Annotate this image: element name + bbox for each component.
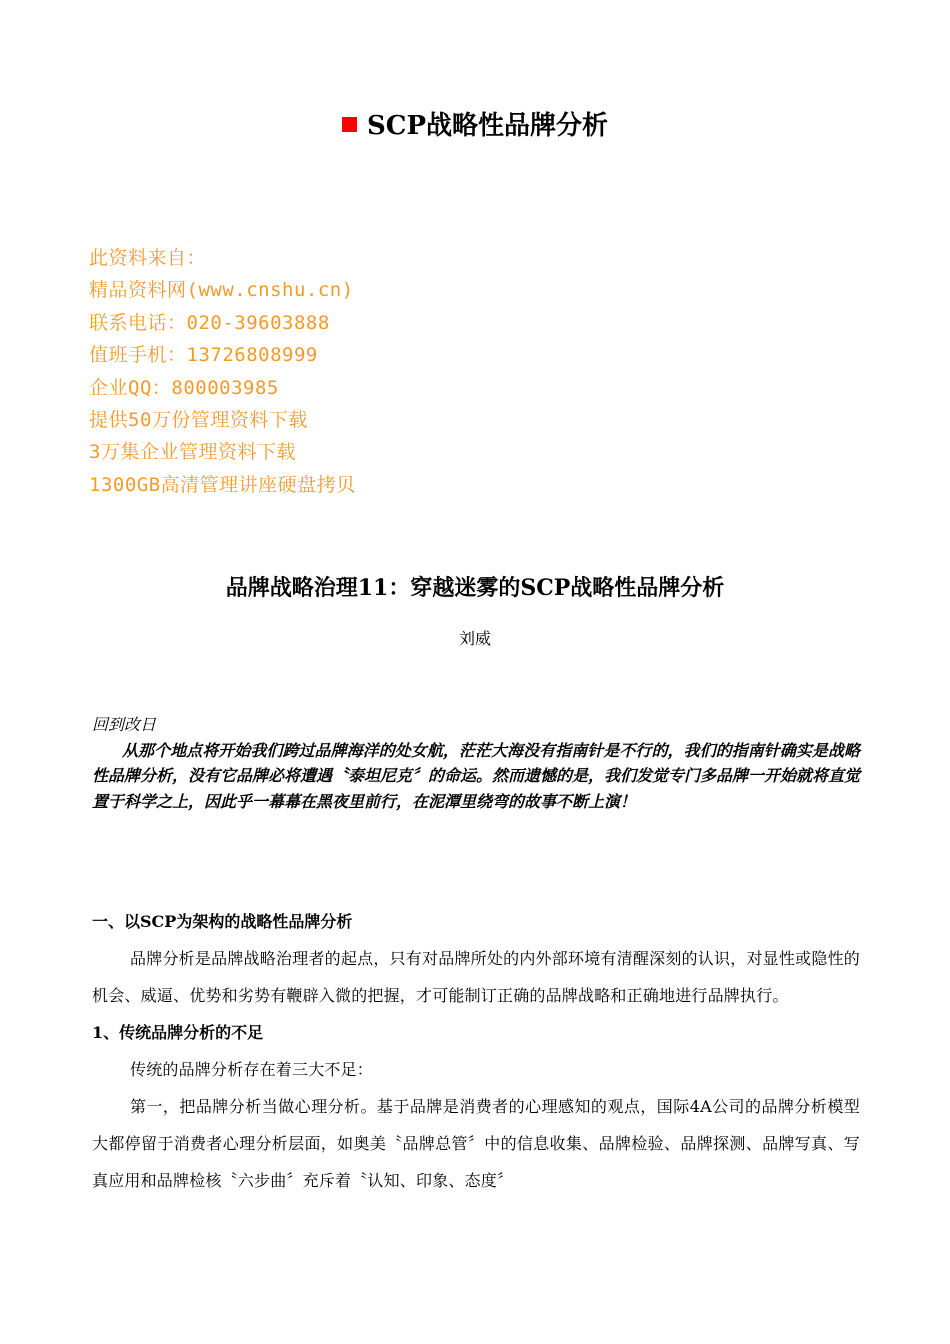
intro-paragraph: 从那个地点将开始我们跨过品牌海洋的处女航，茫茫大海没有指南针是不行的，我们的指南针确实是战略性品牌分析，没有它品牌必将遭遇〝泰坦尼克〞的命运。然而遗憾的是，我们发觉专门多品牌一开始就将直觉置于科学之上，因此乎一幕幕在黑夜里前行，在泥潭里绕弯的故事不断上演！: [92, 740, 861, 811]
intro-heading: 回到改日: [92, 715, 157, 734]
document-title: [0, 108, 950, 144]
source-line-phone: 联系电话：020-39603888: [89, 311, 330, 334]
intro-block: [92, 712, 860, 814]
section-2-paragraph-2: 第一，把品牌分析当做心理分析。基于品牌是消费者的心理感知的观点，国际4A公司的品牌分析模型大都停留于消费者心理分析层面，如奥美〝品牌总管〞中的信息收集、品牌检验、品牌探测、品牌写真、写真应用和品牌检核〝六步曲〞充斥着〝认知、印象、态度〞: [92, 1097, 860, 1190]
section-2-heading: 1、传统品牌分析的不足: [92, 1023, 264, 1042]
source-info-block: [89, 242, 356, 501]
section-1-paragraph: 品牌分析是品牌战略治理者的起点，只有对品牌所处的内外部环境有清醒深刻的认识，对显性或隐性的机会、威逼、优势和劣势有鞭辟入微的把握，才可能制订正确的品牌战略和正确地进行品牌执行。: [92, 949, 860, 1005]
source-line-offer-2: 3万集企业管理资料下载: [89, 441, 296, 464]
source-line-label: 此资料来自：: [89, 247, 207, 269]
source-line-offer-3: 1300GB高清管理讲座硬盘拷贝: [89, 473, 356, 496]
source-line-offer-1: 提供50万份管理资料下载: [89, 408, 308, 431]
body-block: [92, 903, 860, 1199]
source-line-website: 精品资料网(www.cnshu.cn): [89, 279, 354, 302]
section-2-paragraph-1: 传统的品牌分析存在着三大不足：: [130, 1060, 374, 1079]
red-square-bullet-icon: [342, 117, 357, 132]
section-1-heading: 一、以SCP为架构的战略性品牌分析: [92, 912, 353, 931]
source-line-mobile: 值班手机：13726808999: [89, 344, 318, 367]
document-title-text: SCP战略性品牌分析: [366, 111, 609, 141]
article-title: 品牌战略治理11：穿越迷雾的SCP战略性品牌分析: [225, 575, 725, 601]
source-line-qq: 企业QQ：800003985: [89, 376, 279, 399]
article-author: 刘威: [458, 629, 491, 648]
